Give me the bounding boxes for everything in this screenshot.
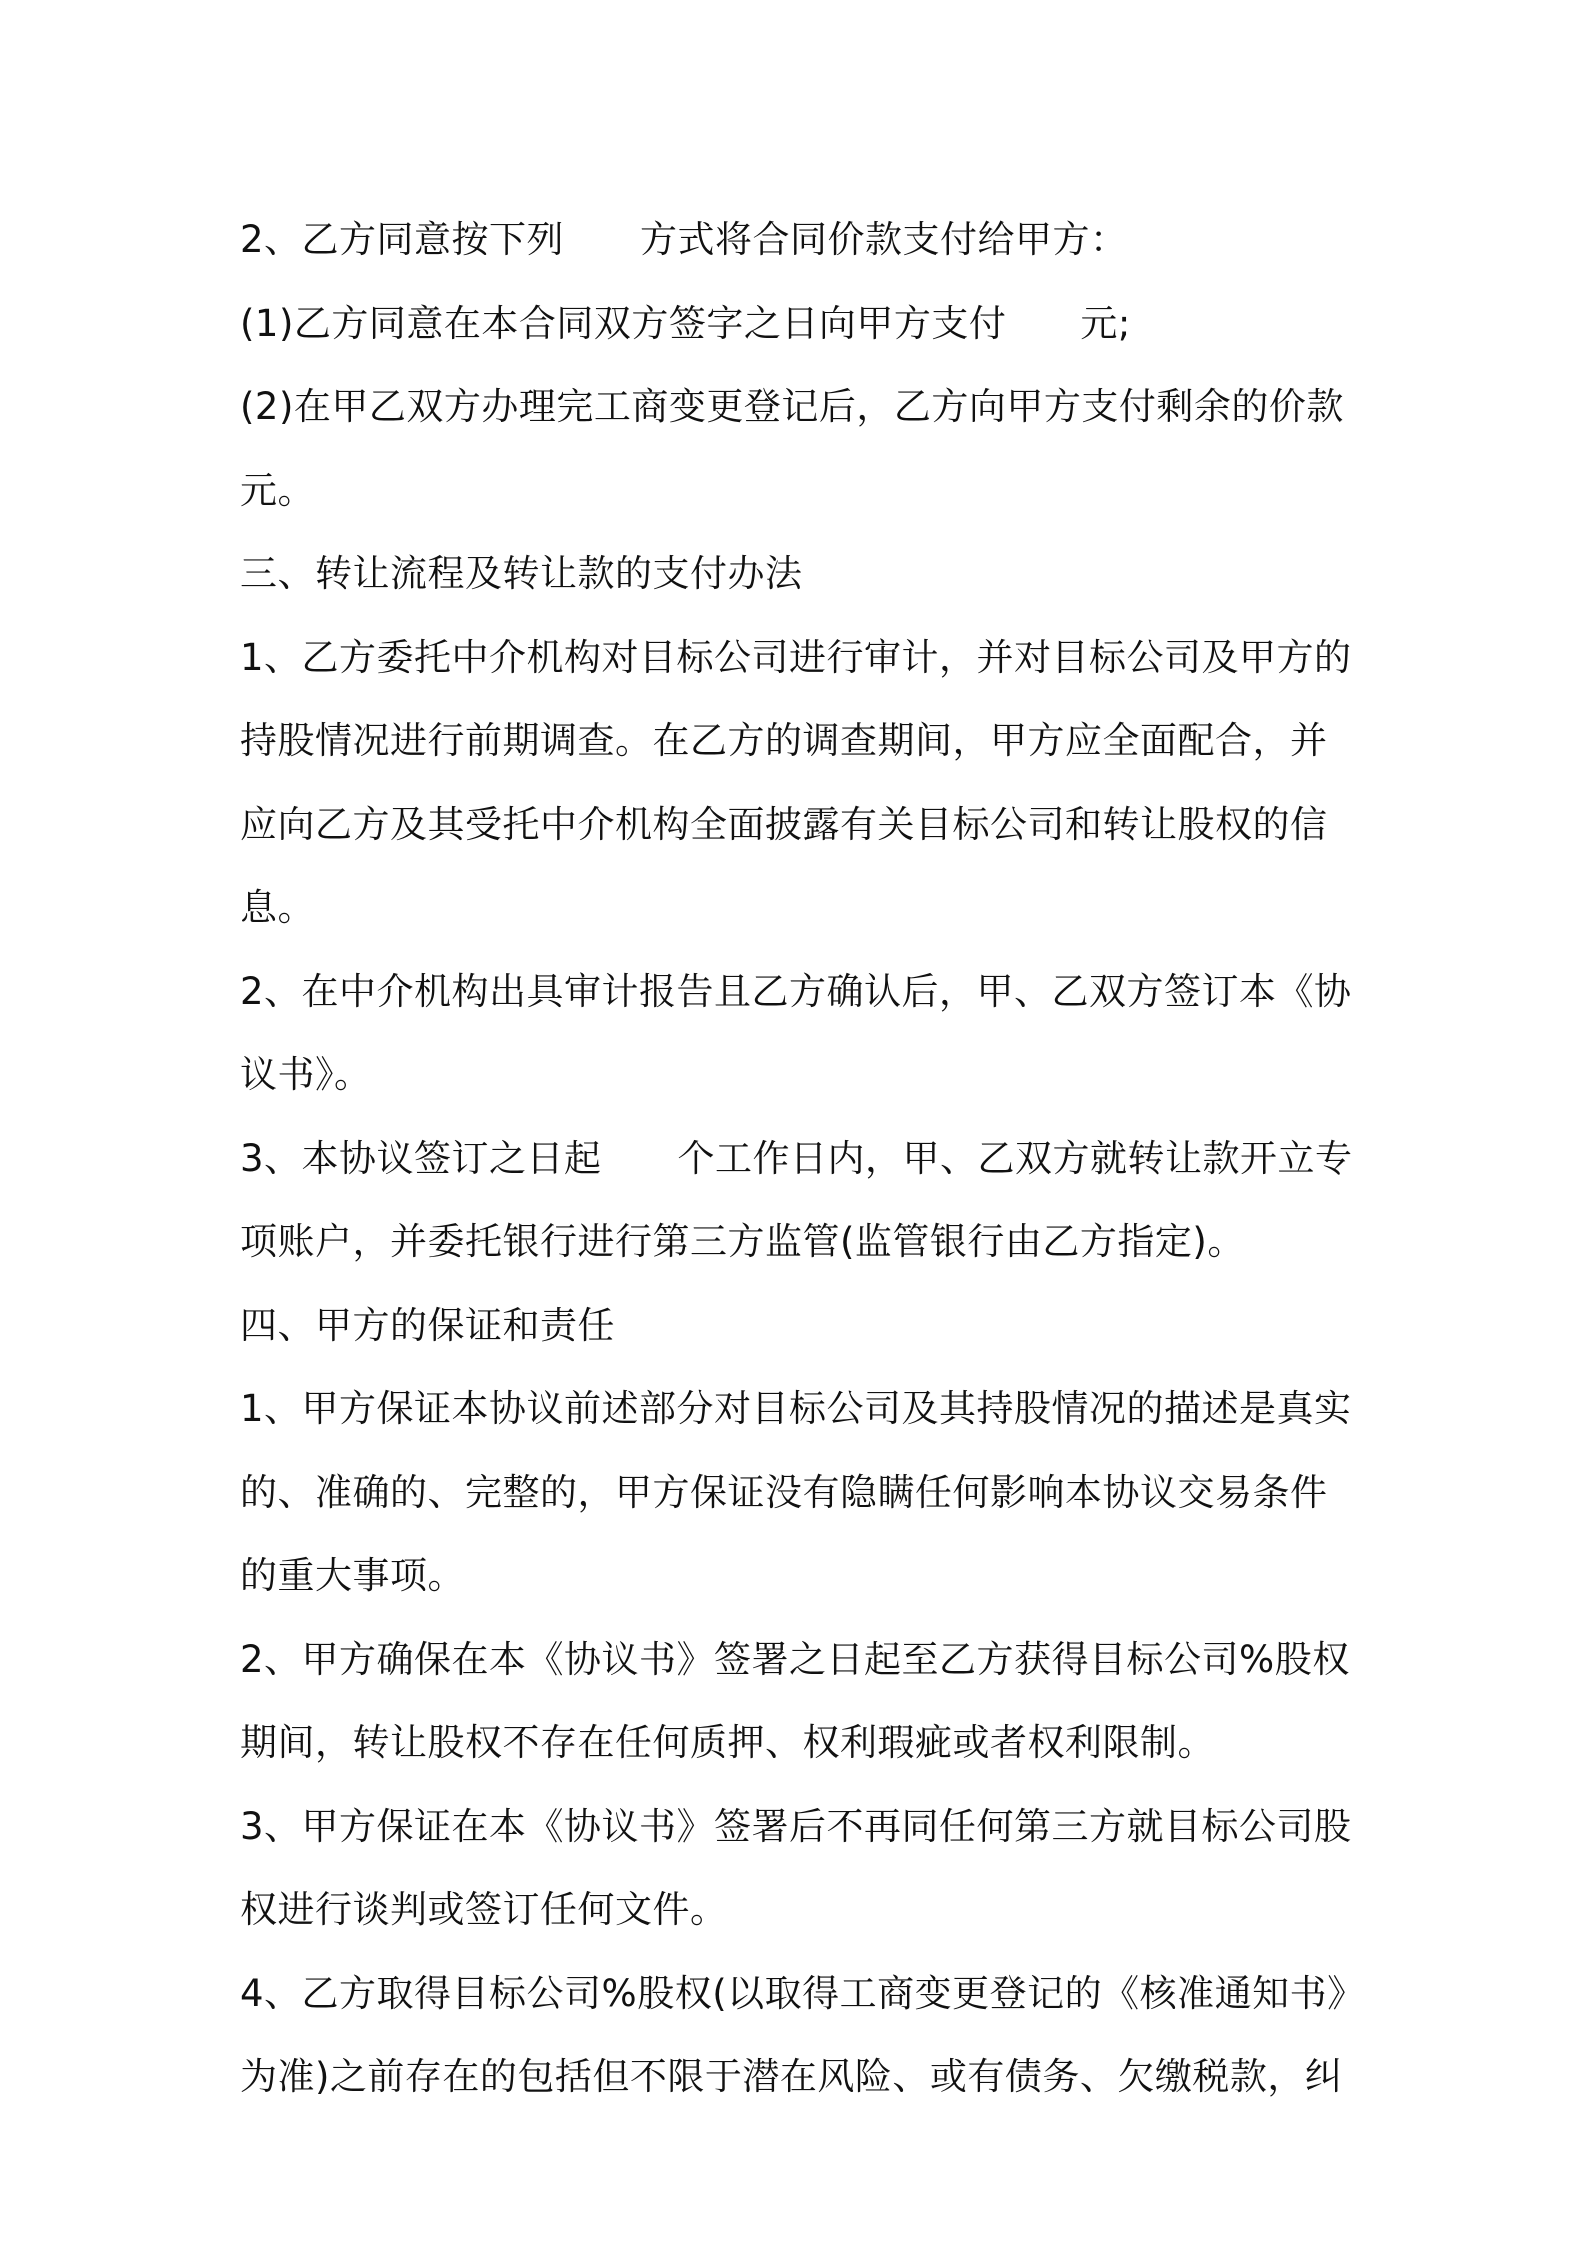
clause-text-start: 3、本协议签订之日起 — [240, 1136, 602, 1180]
section-heading-transfer-process: 三、转让流程及转让款的支付办法 — [240, 552, 803, 595]
document-body — [240, 198, 1360, 2119]
transfer-clause-3 — [240, 1117, 1360, 1284]
section-heading-guarantees: 四、甲方的保证和责任 — [240, 1303, 615, 1347]
payment-method-clause — [240, 198, 1360, 282]
guarantee-clause-3: 3、甲方保证在本《协议书》签署后不再同任何第三方就目标公司股权进行谈判或签订任何文件。 — [240, 1804, 1352, 1931]
transfer-clause-1: 1、乙方委托中介机构对目标公司进行审计，并对目标公司及甲方的持股情况进行前期调查。在乙方的调查期间，甲方应全面配合，并应向乙方及其受托中介机构全面披露有关目标公司和转让股权的信息。 — [240, 635, 1352, 929]
payment-item-1 — [240, 282, 1360, 366]
clause-text-end: 个工作日内，甲、乙双方就转让款开立专项账户，并委托银行进行第三方监管(监管银行由乙方指定)。 — [240, 1136, 1353, 1263]
guarantee-clause-4: 4、乙方取得目标公司%股权(以取得工商变更登记的《核准通知书》为准)之前存在的包括但不限于潜在风险、或有债务、欠缴税款，纠 — [240, 1971, 1347, 2098]
clause-text-end: 方式将合同价款支付给甲方： — [640, 218, 1128, 261]
clause-text-end: 元; — [1080, 301, 1131, 345]
payment-item-2: (2)在甲乙双方办理完工商变更登记后，乙方向甲方支付剩余的价款元。 — [240, 385, 1344, 512]
guarantee-clause-2: 2、甲方确保在本《协议书》签署之日起至乙方获得目标公司%股权期间，转让股权不存在任何质押、权利瑕疵或者权利限制。 — [240, 1637, 1350, 1764]
clause-text-start: (1)乙方同意在本合同双方签字之日向甲方支付 — [240, 301, 1007, 345]
clause-text-start: 2、乙方同意按下列 — [240, 218, 565, 261]
transfer-clause-2: 2、在中介机构出具审计报告且乙方确认后，甲、乙双方签订本《协议书》。 — [240, 969, 1352, 1096]
guarantee-clause-1: 1、甲方保证本协议前述部分对目标公司及其持股情况的描述是真实的、准确的、完整的，甲方保证没有隐瞒任何影响本协议交易条件的重大事项。 — [240, 1387, 1352, 1597]
